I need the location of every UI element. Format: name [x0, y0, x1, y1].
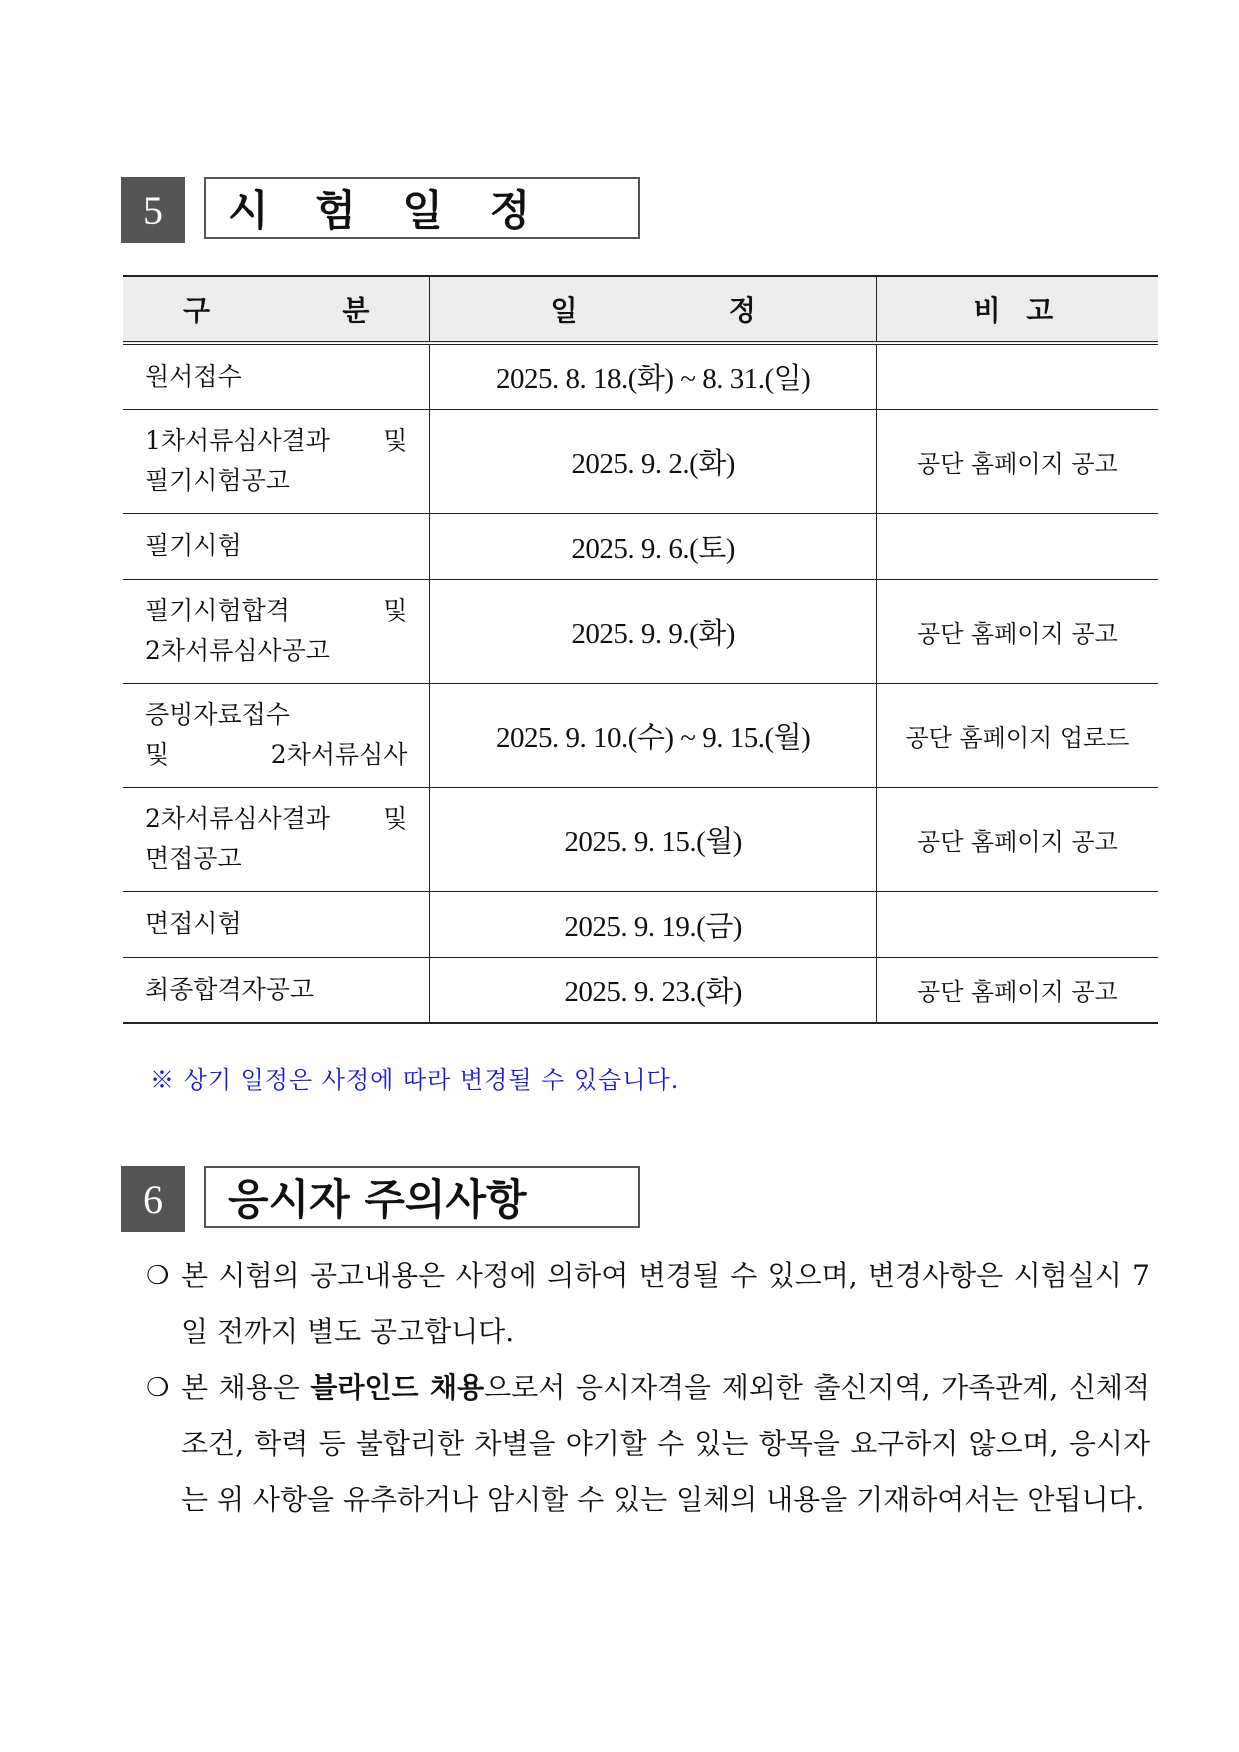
notice-text: 으로서 응시자격을 제외한 출신지역, 가족관계, 신체적 조건, 학력 등 불합리한 차별을 야기할 수 있는 항목을 요구하지 않으며, 응시자는 위 사항을 유추하거나 암시할 수 있는 일체의 내용을 기재하여서는 안됩니다.: [181, 1371, 1150, 1516]
cell-date: 2025. 9. 6.(토): [430, 513, 876, 579]
category-line: 필기시험합격 및: [145, 596, 408, 625]
category-line: 증빙자료접수: [145, 700, 290, 729]
table-row: [123, 579, 1158, 683]
header-category: 구 분: [123, 276, 430, 343]
section-number: 5: [121, 177, 185, 243]
category-line: 필기시험: [145, 531, 242, 560]
notice-text: 본 시험의 공고내용은 사정에 의하여 변경될 수 있으며, 변경사항은 시험실시 7일 전까지 별도 공고합니다.: [181, 1259, 1150, 1348]
cell-category: [123, 683, 430, 787]
category-line: 최종합격자공고: [145, 974, 315, 1004]
header-remarks: 비 고: [876, 276, 1158, 343]
category-line: 2차서류심사공고: [145, 636, 330, 665]
cell-date: 2025. 9. 10.(수) ~ 9. 15.(월): [430, 683, 876, 787]
section-title: 시 험 일 정: [204, 177, 640, 239]
cell-category: [123, 579, 430, 683]
category-line: 원서접수: [145, 361, 242, 391]
cell-date: 2025. 9. 19.(금): [430, 891, 876, 957]
table-row: [123, 513, 1158, 579]
cell-remarks: 공단 홈페이지 공고: [876, 787, 1158, 891]
cell-category: [123, 787, 430, 891]
table-header-row: [123, 276, 1158, 343]
cell-remarks: 공단 홈페이지 공고: [876, 409, 1158, 513]
section-5-header: [121, 177, 642, 243]
cell-remarks: [876, 891, 1158, 957]
category-line: 필기시험공고: [145, 466, 290, 495]
table-row: [123, 891, 1158, 957]
table-row: [123, 683, 1158, 787]
cell-category: [123, 891, 430, 957]
circle-bullet-icon: ❍: [146, 1373, 170, 1403]
notice-item: [146, 1360, 1150, 1528]
cell-remarks: 공단 홈페이지 공고: [876, 579, 1158, 683]
section-6-header: [121, 1166, 642, 1232]
category-line: 2차서류심사결과 및: [145, 804, 408, 833]
category-line: 및 2차서류심사: [145, 740, 408, 769]
table-row: [123, 957, 1158, 1023]
cell-date: 2025. 8. 18.(화) ~ 8. 31.(일): [430, 343, 876, 409]
table-row: [123, 787, 1158, 891]
cell-date: 2025. 9. 23.(화): [430, 957, 876, 1023]
cell-remarks: 공단 홈페이지 업로드: [876, 683, 1158, 787]
category-line: 면접공고: [145, 844, 242, 873]
table-row: [123, 343, 1158, 409]
exam-schedule-table: [123, 275, 1158, 1024]
section-number: 6: [121, 1166, 185, 1232]
cell-date: 2025. 9. 9.(화): [430, 579, 876, 683]
table-row: [123, 409, 1158, 513]
header-schedule: 일 정: [430, 276, 876, 343]
cell-category: [123, 957, 430, 1023]
cell-category: [123, 409, 430, 513]
schedule-footnote: ※ 상기 일정은 사정에 따라 변경될 수 있습니다.: [150, 1066, 680, 1094]
cell-date: 2025. 9. 2.(화): [430, 409, 876, 513]
cell-category: [123, 513, 430, 579]
cell-date: 2025. 9. 15.(월): [430, 787, 876, 891]
category-line: 1차서류심사결과 및: [145, 426, 408, 455]
cell-remarks: [876, 343, 1158, 409]
notice-emphasis: 블라인드 채용: [310, 1371, 485, 1404]
cell-remarks: 공단 홈페이지 공고: [876, 957, 1158, 1023]
section-title: 응시자 주의사항: [204, 1166, 640, 1228]
notice-list: [146, 1248, 1150, 1528]
notice-text: 본 채용은: [181, 1371, 311, 1404]
cell-remarks: [876, 513, 1158, 579]
cell-category: [123, 343, 430, 409]
notice-item: [146, 1248, 1150, 1360]
circle-bullet-icon: ❍: [146, 1261, 170, 1291]
category-line: 면접시험: [145, 909, 242, 938]
